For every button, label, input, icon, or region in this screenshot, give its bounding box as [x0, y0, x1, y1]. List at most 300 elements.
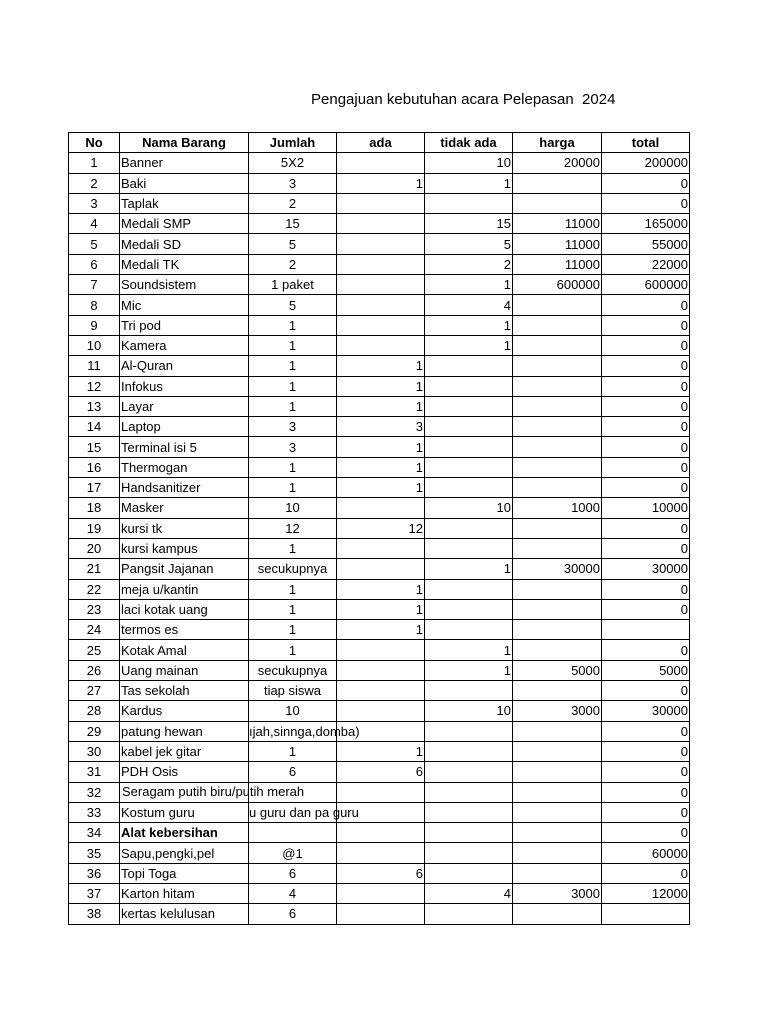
cell-harga[interactable]: [513, 538, 602, 558]
cell-no[interactable]: 8: [69, 295, 120, 315]
cell-harga[interactable]: [513, 193, 602, 213]
cell-jumlah[interactable]: 10: [249, 701, 337, 721]
cell-total[interactable]: 0: [602, 721, 690, 741]
cell-ada[interactable]: 1: [337, 620, 425, 640]
table-row: [69, 599, 690, 619]
cell-tidak-ada[interactable]: 1: [425, 559, 513, 579]
cell-total[interactable]: 200000: [602, 153, 690, 173]
cell-tidak-ada[interactable]: [425, 538, 513, 558]
cell-nama-barang[interactable]: Thermogan: [120, 457, 249, 477]
cell-no[interactable]: 3: [69, 193, 120, 213]
cell-ada[interactable]: [337, 295, 425, 315]
cell-nama-barang[interactable]: Kostum guru: [120, 802, 249, 822]
cell-total[interactable]: 22000: [602, 254, 690, 274]
cell-ada[interactable]: [337, 153, 425, 173]
cell-jumlah[interactable]: 1: [249, 538, 337, 558]
cell-nama-barang[interactable]: Handsanitizer: [120, 478, 249, 498]
cell-jumlah[interactable]: 6: [249, 904, 337, 924]
cell-harga[interactable]: [513, 437, 602, 457]
cell-no[interactable]: 15: [69, 437, 120, 457]
cell-nama-barang[interactable]: Sapu,pengki,pel: [120, 843, 249, 863]
cell-no[interactable]: 31: [69, 762, 120, 782]
cell-ada[interactable]: [337, 640, 425, 660]
cell-no[interactable]: 1: [69, 153, 120, 173]
cell-harga[interactable]: [513, 579, 602, 599]
cell-ada[interactable]: [337, 193, 425, 213]
cell-total[interactable]: 0: [602, 863, 690, 883]
cell-nama-barang[interactable]: [120, 782, 305, 802]
cell-ada[interactable]: [337, 335, 425, 355]
cell-total[interactable]: 0: [602, 335, 690, 355]
cell-total[interactable]: 0: [602, 681, 690, 701]
cell-total[interactable]: 55000: [602, 234, 690, 254]
cell-ada[interactable]: [337, 823, 425, 843]
cell-tidak-ada[interactable]: 15: [425, 214, 513, 234]
cell-harga[interactable]: [513, 782, 602, 802]
cell-ada[interactable]: 1: [337, 478, 425, 498]
cell-nama-barang[interactable]: Kamera: [120, 335, 249, 355]
cell-jumlah[interactable]: 3: [249, 173, 337, 193]
cell-no[interactable]: 12: [69, 376, 120, 396]
cell-no[interactable]: 24: [69, 620, 120, 640]
cell-harga[interactable]: [513, 396, 602, 416]
cell-ada[interactable]: 1: [337, 579, 425, 599]
cell-tidak-ada[interactable]: [425, 620, 513, 640]
table-row: [69, 518, 690, 538]
table-row: [69, 417, 690, 437]
cell-jumlah[interactable]: 5X2: [249, 153, 337, 173]
cell-ada[interactable]: 1: [337, 356, 425, 376]
cell-total[interactable]: 0: [602, 315, 690, 335]
cell-jumlah[interactable]: [249, 721, 360, 741]
cell-jumlah[interactable]: 1: [249, 396, 337, 416]
cell-total[interactable]: 0: [602, 295, 690, 315]
cell-nama-barang[interactable]: Medali SMP: [120, 214, 249, 234]
cell-no[interactable]: 34: [69, 823, 120, 843]
cell-nama-barang[interactable]: Pangsit Jajanan: [120, 559, 249, 579]
cell-nama-barang[interactable]: Alat kebersihan: [120, 823, 249, 843]
cell-ada[interactable]: 6: [337, 762, 425, 782]
cell-tidak-ada[interactable]: 1: [425, 315, 513, 335]
cell-tidak-ada[interactable]: [425, 478, 513, 498]
cell-no[interactable]: 26: [69, 660, 120, 680]
cell-jumlah[interactable]: 1: [249, 376, 337, 396]
cell-ada[interactable]: 3: [337, 417, 425, 437]
cell-no[interactable]: 22: [69, 579, 120, 599]
cell-jumlah[interactable]: 5: [249, 234, 337, 254]
cell-ada[interactable]: [337, 904, 425, 924]
cell-harga[interactable]: [513, 681, 602, 701]
cell-harga[interactable]: [513, 863, 602, 883]
cell-tidak-ada[interactable]: 5: [425, 234, 513, 254]
cell-tidak-ada[interactable]: [425, 762, 513, 782]
cell-no[interactable]: 38: [69, 904, 120, 924]
cell-tidak-ada[interactable]: 1: [425, 335, 513, 355]
cell-harga[interactable]: [513, 295, 602, 315]
table-row: [69, 275, 690, 295]
cell-jumlah[interactable]: secukupnya: [249, 559, 337, 579]
cell-tidak-ada[interactable]: [425, 457, 513, 477]
cell-nama-barang[interactable]: Tri pod: [120, 315, 249, 335]
cell-harga[interactable]: [513, 457, 602, 477]
cell-tidak-ada[interactable]: 2: [425, 254, 513, 274]
header-total[interactable]: total: [602, 133, 690, 153]
table-row: [69, 741, 690, 761]
cell-ada[interactable]: [337, 660, 425, 680]
cell-nama-barang[interactable]: Laptop: [120, 417, 249, 437]
cell-ada[interactable]: 1: [337, 457, 425, 477]
cell-no[interactable]: 7: [69, 275, 120, 295]
cell-no[interactable]: 20: [69, 538, 120, 558]
cell-total[interactable]: 30000: [602, 701, 690, 721]
cell-tidak-ada[interactable]: [425, 518, 513, 538]
cell-total[interactable]: 0: [602, 538, 690, 558]
cell-harga[interactable]: [513, 417, 602, 437]
cell-total[interactable]: 30000: [602, 559, 690, 579]
table-row: [69, 762, 690, 782]
cell-nama-barang[interactable]: Uang mainan: [120, 660, 249, 680]
cell-tidak-ada[interactable]: [425, 417, 513, 437]
cell-ada[interactable]: 1: [337, 437, 425, 457]
cell-no[interactable]: 4: [69, 214, 120, 234]
cell-tidak-ada[interactable]: [425, 904, 513, 924]
cell-jumlah[interactable]: 1: [249, 579, 337, 599]
cell-nama-barang[interactable]: meja u/kantin: [120, 579, 249, 599]
cell-no[interactable]: 25: [69, 640, 120, 660]
cell-total[interactable]: 0: [602, 762, 690, 782]
cell-ada[interactable]: 6: [337, 863, 425, 883]
cell-total[interactable]: 0: [602, 173, 690, 193]
cell-no[interactable]: 21: [69, 559, 120, 579]
table-row: [69, 823, 690, 843]
cell-ada[interactable]: [337, 275, 425, 295]
table-row: [69, 335, 690, 355]
cell-tidak-ada[interactable]: [425, 599, 513, 619]
cell-harga[interactable]: [513, 173, 602, 193]
cell-ada[interactable]: [337, 498, 425, 518]
cell-total[interactable]: 0: [602, 518, 690, 538]
cell-jumlah[interactable]: [249, 823, 337, 843]
cell-harga[interactable]: [513, 335, 602, 355]
table-row: [69, 620, 690, 640]
cell-tidak-ada[interactable]: [425, 681, 513, 701]
cell-tidak-ada[interactable]: 4: [425, 295, 513, 315]
cell-harga[interactable]: 11000: [513, 254, 602, 274]
cell-tidak-ada[interactable]: [425, 782, 513, 802]
cell-tidak-ada[interactable]: [425, 193, 513, 213]
cell-no[interactable]: 23: [69, 599, 120, 619]
cell-harga[interactable]: [513, 823, 602, 843]
cell-harga[interactable]: [513, 620, 602, 640]
cell-harga[interactable]: 3000: [513, 701, 602, 721]
cell-jumlah[interactable]: 1: [249, 640, 337, 660]
cell-tidak-ada[interactable]: 10: [425, 153, 513, 173]
cell-jumlah[interactable]: 1: [249, 356, 337, 376]
cell-total[interactable]: 165000: [602, 214, 690, 234]
cell-no[interactable]: 13: [69, 396, 120, 416]
cell-tidak-ada[interactable]: 10: [425, 498, 513, 518]
cell-jumlah[interactable]: secukupnya: [249, 660, 337, 680]
cell-harga[interactable]: [513, 376, 602, 396]
cell-nama-barang[interactable]: termos es: [120, 620, 249, 640]
cell-no[interactable]: 37: [69, 883, 120, 903]
cell-jumlah[interactable]: 1: [249, 457, 337, 477]
table-row: [69, 437, 690, 457]
cell-harga[interactable]: [513, 721, 602, 741]
table-row: [69, 356, 690, 376]
cell-ada[interactable]: [337, 782, 425, 802]
cell-tidak-ada[interactable]: [425, 376, 513, 396]
cell-nama-barang[interactable]: Karton hitam: [120, 883, 249, 903]
cell-jumlah[interactable]: 10: [249, 498, 337, 518]
cell-total[interactable]: 0: [602, 437, 690, 457]
cell-harga[interactable]: [513, 802, 602, 822]
cell-total[interactable]: 10000: [602, 498, 690, 518]
header-nama-barang[interactable]: Nama Barang: [120, 133, 249, 153]
cell-tidak-ada[interactable]: 1: [425, 640, 513, 660]
cell-ada[interactable]: [337, 843, 425, 863]
cell-ada[interactable]: [337, 559, 425, 579]
cell-no[interactable]: 18: [69, 498, 120, 518]
cell-jumlah[interactable]: 1: [249, 478, 337, 498]
cell-tidak-ada[interactable]: [425, 863, 513, 883]
cell-ada[interactable]: [337, 234, 425, 254]
cell-nama-barang[interactable]: kertas kelulusan: [120, 904, 249, 924]
table-row: [69, 214, 690, 234]
cell-tidak-ada[interactable]: [425, 356, 513, 376]
header-no[interactable]: No: [69, 133, 120, 153]
cell-nama-barang[interactable]: kabel jek gitar: [120, 741, 249, 761]
cell-total[interactable]: 0: [602, 782, 690, 802]
cell-harga[interactable]: [513, 518, 602, 538]
cell-ada[interactable]: 1: [337, 173, 425, 193]
header-jumlah[interactable]: Jumlah: [249, 133, 337, 153]
cell-nama-barang[interactable]: Infokus: [120, 376, 249, 396]
cell-total[interactable]: 0: [602, 356, 690, 376]
cell-harga[interactable]: 30000: [513, 559, 602, 579]
cell-nama-barang[interactable]: Kardus: [120, 701, 249, 721]
table-row: [69, 295, 690, 315]
cell-nama-barang[interactable]: Mic: [120, 295, 249, 315]
cell-harga[interactable]: 3000: [513, 883, 602, 903]
cell-harga[interactable]: 11000: [513, 234, 602, 254]
cell-total[interactable]: 0: [602, 579, 690, 599]
cell-tidak-ada[interactable]: [425, 437, 513, 457]
cell-harga[interactable]: [513, 762, 602, 782]
cell-no[interactable]: 9: [69, 315, 120, 335]
cell-tidak-ada[interactable]: [425, 843, 513, 863]
table-row: [69, 782, 690, 802]
cell-tidak-ada[interactable]: [425, 823, 513, 843]
table-row: [69, 559, 690, 579]
cell-ada[interactable]: 1: [337, 599, 425, 619]
cell-jumlah[interactable]: @1: [249, 843, 337, 863]
cell-tidak-ada[interactable]: 1: [425, 275, 513, 295]
cell-total[interactable]: 0: [602, 396, 690, 416]
cell-harga[interactable]: 20000: [513, 153, 602, 173]
cell-jumlah[interactable]: tiap siswa: [249, 681, 337, 701]
cell-nama-barang[interactable]: Taplak: [120, 193, 249, 213]
cell-total[interactable]: 5000: [602, 660, 690, 680]
cell-jumlah[interactable]: [249, 802, 359, 822]
cell-ada[interactable]: [337, 254, 425, 274]
table-row: [69, 376, 690, 396]
cell-tidak-ada[interactable]: [425, 721, 513, 741]
cell-no[interactable]: 32: [69, 782, 120, 802]
cell-total[interactable]: 0: [602, 823, 690, 843]
table-row: [69, 863, 690, 883]
header-ada[interactable]: ada: [337, 133, 425, 153]
cell-total[interactable]: 60000: [602, 843, 690, 863]
cell-total[interactable]: 600000: [602, 275, 690, 295]
cell-ada[interactable]: [337, 681, 425, 701]
cell-harga[interactable]: [513, 904, 602, 924]
items-table: [68, 132, 690, 925]
cell-harga[interactable]: 5000: [513, 660, 602, 680]
cell-nama-barang[interactable]: PDH Osis: [120, 762, 249, 782]
cell-no[interactable]: 16: [69, 457, 120, 477]
table-row: [69, 315, 690, 335]
cell-jumlah[interactable]: 2: [249, 254, 337, 274]
cell-tidak-ada[interactable]: 1: [425, 173, 513, 193]
table-row: [69, 701, 690, 721]
cell-harga[interactable]: [513, 356, 602, 376]
cell-no[interactable]: 14: [69, 417, 120, 437]
cell-ada[interactable]: [337, 214, 425, 234]
cell-nama-barang[interactable]: Al-Quran: [120, 356, 249, 376]
cell-no[interactable]: 17: [69, 478, 120, 498]
cell-jumlah[interactable]: 12: [249, 518, 337, 538]
header-tidak-ada[interactable]: tidak ada: [425, 133, 513, 153]
cell-no[interactable]: 36: [69, 863, 120, 883]
cell-nama-barang[interactable]: Banner: [120, 153, 249, 173]
cell-ada[interactable]: [337, 701, 425, 721]
cell-jumlah[interactable]: 3: [249, 417, 337, 437]
cell-jumlah[interactable]: 1: [249, 741, 337, 761]
cell-nama-barang[interactable]: kursi tk: [120, 518, 249, 538]
cell-total[interactable]: 0: [602, 802, 690, 822]
page-title: Pengajuan kebutuhan acara Pelepasan 2024: [311, 91, 616, 108]
cell-total[interactable]: 0: [602, 599, 690, 619]
cell-no[interactable]: 6: [69, 254, 120, 274]
cell-nama-barang[interactable]: Soundsistem: [120, 275, 249, 295]
cell-no[interactable]: 28: [69, 701, 120, 721]
cell-jumlah[interactable]: 4: [249, 883, 337, 903]
cell-tidak-ada[interactable]: [425, 579, 513, 599]
cell-tidak-ada[interactable]: [425, 396, 513, 416]
cell-nama-barang[interactable]: Layar: [120, 396, 249, 416]
cell-tidak-ada[interactable]: 1: [425, 660, 513, 680]
cell-no[interactable]: 35: [69, 843, 120, 863]
cell-jumlah[interactable]: 1 paket: [249, 275, 337, 295]
cell-nama-barang[interactable]: kursi kampus: [120, 538, 249, 558]
cell-no[interactable]: 29: [69, 721, 120, 741]
cell-jumlah[interactable]: 1: [249, 335, 337, 355]
cell-nama-barang[interactable]: Terminal isi 5: [120, 437, 249, 457]
cell-harga[interactable]: [513, 478, 602, 498]
cell-harga[interactable]: 11000: [513, 214, 602, 234]
cell-no[interactable]: 27: [69, 681, 120, 701]
cell-no[interactable]: 10: [69, 335, 120, 355]
cell-harga[interactable]: [513, 599, 602, 619]
cell-jumlah[interactable]: 6: [249, 762, 337, 782]
cell-harga[interactable]: [513, 315, 602, 335]
cell-nama-barang[interactable]: patung hewan: [120, 721, 249, 741]
cell-total[interactable]: 12000: [602, 883, 690, 903]
cell-jumlah[interactable]: 1: [249, 620, 337, 640]
cell-ada[interactable]: 1: [337, 741, 425, 761]
cell-ada[interactable]: [337, 315, 425, 335]
cell-tidak-ada[interactable]: 10: [425, 701, 513, 721]
cell-nama-barang[interactable]: laci kotak uang: [120, 599, 249, 619]
cell-harga[interactable]: 1000: [513, 498, 602, 518]
cell-jumlah[interactable]: 3: [249, 437, 337, 457]
cell-nama-barang[interactable]: Masker: [120, 498, 249, 518]
cell-total[interactable]: 0: [602, 741, 690, 761]
cell-harga[interactable]: [513, 741, 602, 761]
cell-total[interactable]: 0: [602, 193, 690, 213]
header-harga[interactable]: harga: [513, 133, 602, 153]
cell-ada[interactable]: 12: [337, 518, 425, 538]
table-row: [69, 640, 690, 660]
table-row: [69, 904, 690, 924]
cell-no[interactable]: 2: [69, 173, 120, 193]
cell-no[interactable]: 19: [69, 518, 120, 538]
cell-jumlah[interactable]: 1: [249, 599, 337, 619]
table-row: [69, 843, 690, 863]
cell-tidak-ada[interactable]: 4: [425, 883, 513, 903]
cell-nama-barang[interactable]: Kotak Amal: [120, 640, 249, 660]
cell-no[interactable]: 5: [69, 234, 120, 254]
cell-nama-barang[interactable]: Baki: [120, 173, 249, 193]
cell-total[interactable]: 0: [602, 640, 690, 660]
cell-jumlah[interactable]: 5: [249, 295, 337, 315]
cell-nama-barang[interactable]: Tas sekolah: [120, 681, 249, 701]
cell-total[interactable]: [602, 620, 690, 640]
cell-harga[interactable]: [513, 640, 602, 660]
cell-ada[interactable]: 1: [337, 376, 425, 396]
cell-ada[interactable]: [337, 538, 425, 558]
cell-harga[interactable]: [513, 843, 602, 863]
cell-jumlah-text: u guru dan pa guru: [249, 804, 359, 820]
table-row: [69, 883, 690, 903]
cell-total[interactable]: [602, 904, 690, 924]
cell-tidak-ada[interactable]: [425, 741, 513, 761]
cell-nama-barang[interactable]: Medali TK: [120, 254, 249, 274]
cell-jumlah[interactable]: 15: [249, 214, 337, 234]
table-row: [69, 579, 690, 599]
cell-total[interactable]: 0: [602, 478, 690, 498]
cell-total[interactable]: 0: [602, 376, 690, 396]
table-row: [69, 538, 690, 558]
cell-jumlah[interactable]: 1: [249, 315, 337, 335]
cell-jumlah[interactable]: 6: [249, 863, 337, 883]
cell-total[interactable]: 0: [602, 457, 690, 477]
cell-no[interactable]: 30: [69, 741, 120, 761]
cell-tidak-ada[interactable]: [425, 802, 513, 822]
cell-no[interactable]: 11: [69, 356, 120, 376]
cell-harga[interactable]: 600000: [513, 275, 602, 295]
cell-nama-barang[interactable]: Medali SD: [120, 234, 249, 254]
cell-ada[interactable]: 1: [337, 396, 425, 416]
table-row: [69, 478, 690, 498]
cell-nama-barang[interactable]: Topi Toga: [120, 863, 249, 883]
cell-jumlah[interactable]: 2: [249, 193, 337, 213]
cell-total[interactable]: 0: [602, 417, 690, 437]
cell-ada[interactable]: [337, 883, 425, 903]
cell-no[interactable]: 33: [69, 802, 120, 822]
table-row: [69, 396, 690, 416]
